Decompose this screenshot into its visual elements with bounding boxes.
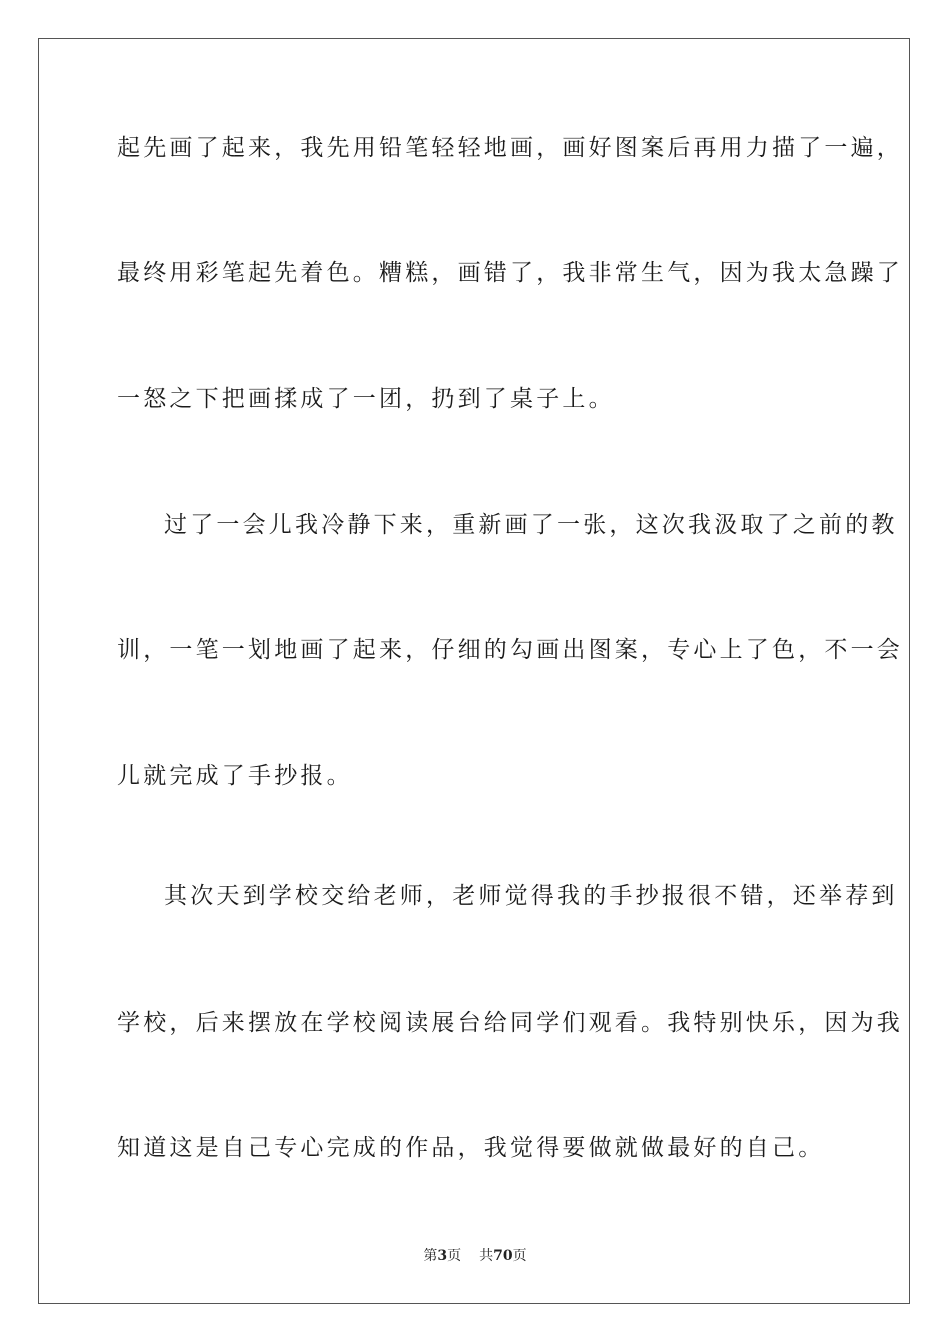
text-line: 训，一笔一划地画了起来，仔细的勾画出图案，专心上了色，不一会: [117, 637, 903, 663]
total-prefix: 共: [479, 1248, 494, 1264]
page-footer: [0, 1247, 950, 1265]
text-line: 知道这是自己专心完成的作品，我觉得要做就做最好的自己。: [117, 1135, 825, 1161]
text-line: 过了一会儿我冷静下来，重新画了一张，这次我汲取了之前的教: [164, 512, 898, 538]
page-border: [38, 38, 910, 1304]
page-prefix: 第: [423, 1248, 438, 1264]
text-line: 最终用彩笔起先着色。糟糕，画错了，我非常生气，因为我太急躁了: [117, 260, 903, 286]
total-suffix: 页: [512, 1248, 527, 1264]
text-line: 一怒之下把画揉成了一团，扔到了桌子上。: [117, 386, 615, 412]
page-number: 3: [437, 1248, 448, 1264]
total-pages: 70: [493, 1248, 513, 1264]
text-line: 学校，后来摆放在学校阅读展台给同学们观看。我特别快乐，因为我: [117, 1010, 903, 1036]
page-suffix: 页: [447, 1248, 462, 1264]
text-line: 儿就完成了手抄报。: [117, 763, 353, 789]
text-line: 其次天到学校交给老师，老师觉得我的手抄报很不错，还举荐到: [164, 883, 898, 909]
text-line: 起先画了起来，我先用铅笔轻轻地画，画好图案后再用力描了一遍，: [117, 135, 903, 161]
